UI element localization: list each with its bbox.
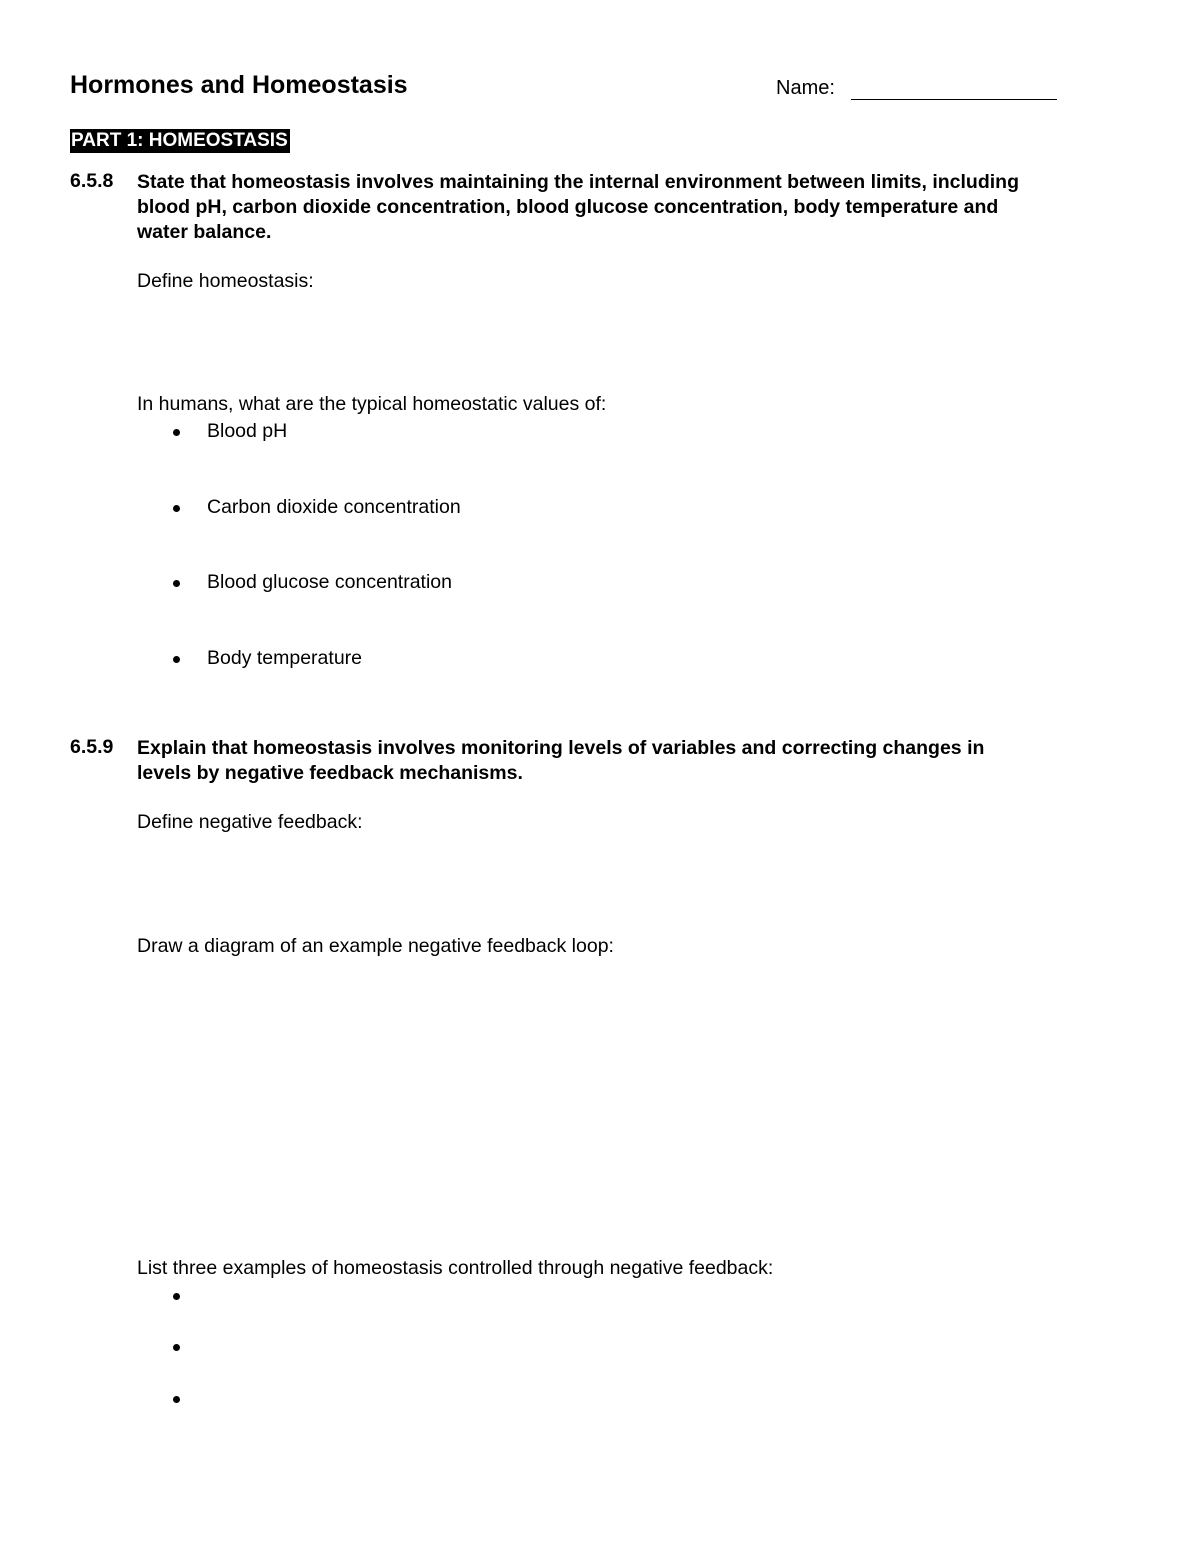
part-1-heading: PART 1: HOMEOSTASIS	[71, 130, 288, 151]
section-658-statement-line-2: blood pH, carbon dioxide concentration, blood glucose concentration, body temperature and	[137, 196, 999, 218]
bullet-icon	[173, 429, 180, 436]
section-658-statement-line-1: State that homeostasis involves maintaining the internal environment between limits, including	[137, 171, 1019, 193]
bullet-icon	[173, 1293, 180, 1300]
section-659-number: 6.5.9	[70, 736, 114, 758]
draw-diagram-prompt: Draw a diagram of an example negative feedback loop:	[137, 935, 614, 957]
section-659-statement-line-2: levels by negative feedback mechanisms.	[137, 762, 523, 784]
define-homeostasis-prompt: Define homeostasis:	[137, 270, 314, 292]
section-658-statement-line-3: water balance.	[137, 221, 272, 243]
section-658-statement	[137, 170, 1019, 245]
section-659-statement	[137, 736, 984, 786]
name-label: Name:	[776, 77, 835, 99]
value-item-temperature: Body temperature	[207, 647, 363, 669]
bullet-icon	[173, 580, 180, 587]
value-item-blood-ph: Blood pH	[207, 420, 288, 442]
homeostatic-values-prompt: In humans, what are the typical homeostatic values of:	[137, 393, 607, 415]
bullet-icon	[173, 505, 180, 512]
value-item-glucose: Blood glucose concentration	[207, 571, 452, 593]
worksheet-title: Hormones and Homeostasis	[70, 71, 408, 99]
bullet-icon	[173, 656, 180, 663]
section-658-number: 6.5.8	[70, 170, 114, 192]
define-negative-feedback-prompt: Define negative feedback:	[137, 811, 363, 833]
value-item-co2: Carbon dioxide concentration	[207, 496, 461, 518]
bullet-icon	[173, 1344, 180, 1351]
list-examples-prompt: List three examples of homeostasis controlled through negative feedback:	[137, 1257, 774, 1279]
section-659-statement-line-1: Explain that homeostasis involves monitoring levels of variables and correcting changes in	[137, 737, 985, 759]
bullet-icon	[173, 1396, 180, 1403]
name-blank-line[interactable]	[851, 99, 1057, 100]
